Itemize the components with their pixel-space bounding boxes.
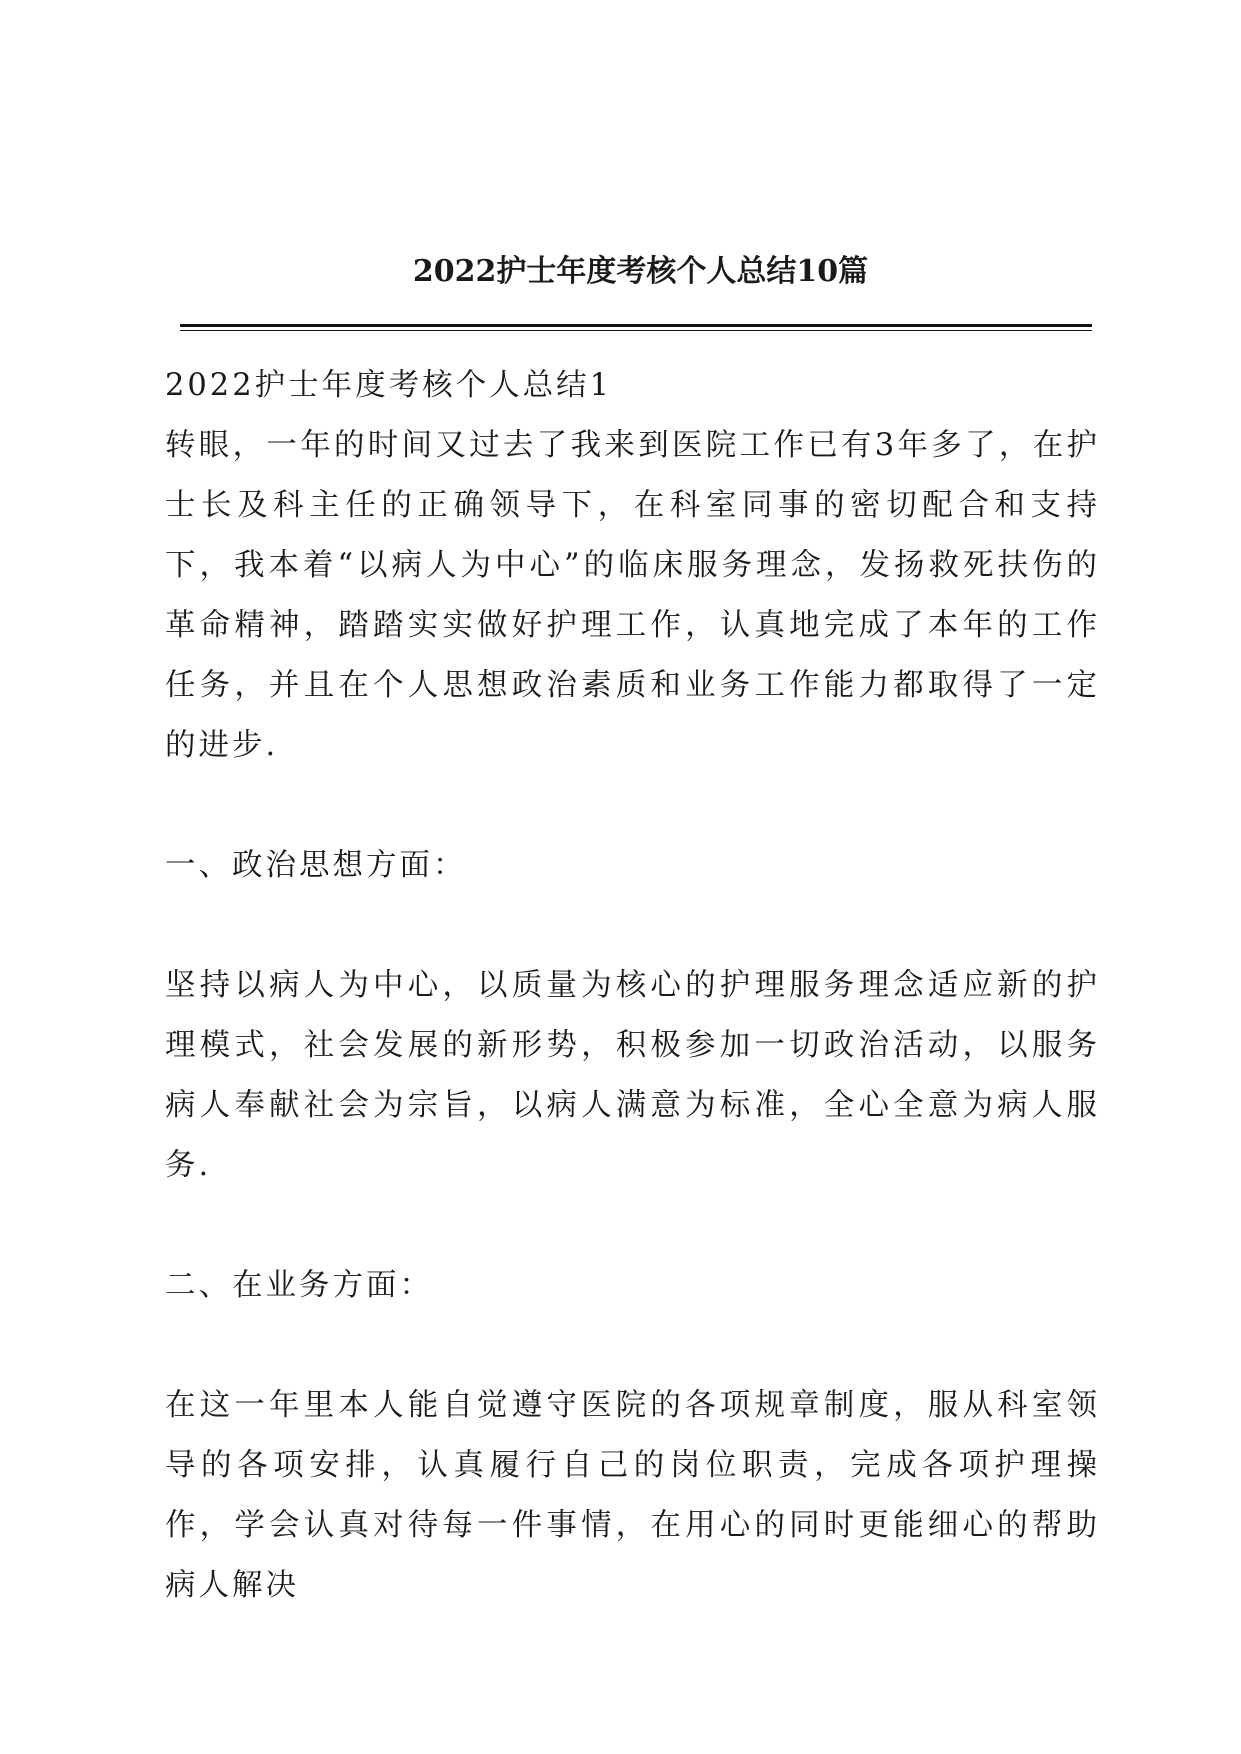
section-heading-politics: 一、政治思想方面： [165, 848, 467, 883]
title-divider-thin [180, 330, 1092, 331]
section-subtitle: 2022护士年度考核个人总结1 [165, 368, 613, 403]
title-divider-thick [180, 324, 1092, 327]
spacer [165, 896, 1100, 956]
section-text-politics: 坚持以病人为中心，以质量为核心的护理服务理念适应新的护理模式，社会发展的新形势，积极参加一切政治活动，以服务病人奉献社会为宗旨，以病人满意为标准，全心全意为病人服务. [165, 968, 1100, 1183]
spacer [165, 1316, 1100, 1376]
spacer [165, 776, 1100, 836]
document-title: 2022护士年度考核个人总结10篇 [412, 254, 869, 289]
section-text-business: 在这一年里本人能自觉遵守医院的各项规章制度，服从科室领导的各项安排，认真履行自己的岗位职责，完成各项护理操作，学会认真对待每一件事情，在用心的同时更能细心的帮助病人解决 [165, 1388, 1100, 1603]
spacer [165, 1196, 1100, 1256]
section-heading-business: 二、在业务方面： [165, 1268, 433, 1303]
document-body [165, 356, 1100, 1616]
intro-paragraph: 转眼，一年的时间又过去了我来到医院工作已有3年多了，在护士长及科主任的正确领导下，在科室同事的密切配合和支持下，我本着“以病人为中心”的临床服务理念，发扬救死扶伤的革命精神，踏踏实实做好护理工作，认真地完成了本年的工作任务，并且在个人思想政治素质和业务工作能力都取得了一定的进步. [165, 428, 1100, 763]
